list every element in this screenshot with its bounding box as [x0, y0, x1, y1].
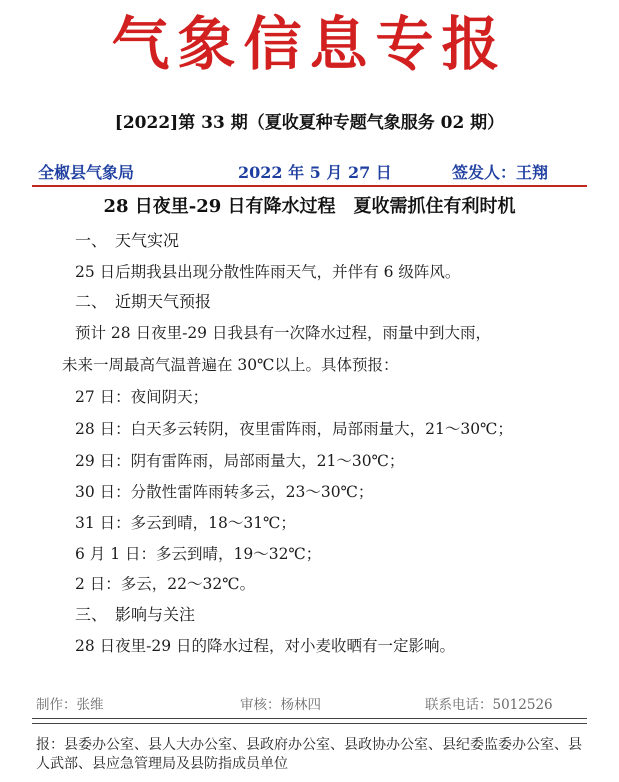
issue-date: 2022 年 5 月 27 日 [238, 163, 392, 182]
issuing-organization: 全椒县气象局 [38, 163, 135, 182]
forecast-day: 2 日：多云，22～32℃。 [75, 575, 256, 593]
section-title-forecast: 二、 近期天气预报 [75, 292, 212, 311]
author: 制作：张维 [36, 697, 104, 713]
forecast-summary-line-2: 未来一周最高气温普遍在 30℃以上。具体预报： [62, 356, 399, 374]
forecast-day: 29 日：阴有雷阵雨，局部雨量大，21～30℃； [75, 452, 405, 470]
forecast-summary-line-1: 预计 28 日夜里-29 日我县有一次降水过程，雨量中到大雨， [75, 324, 491, 342]
forecast-day: 6 月 1 日：多云到晴，19～32℃； [75, 545, 322, 563]
forecast-day: 28 日：白天多云转阴，夜里雷阵雨，局部雨量大，21～30℃； [75, 420, 513, 438]
footer-divider [32, 718, 587, 719]
contact-phone: 联系电话：5012526 [425, 697, 553, 713]
forecast-day: 30 日：分散性雷阵雨转多云，23～30℃； [75, 483, 374, 501]
reviewer: 审核：杨林四 [240, 697, 321, 713]
section-title-weather-observed: 一、 天气实况 [75, 231, 180, 250]
headline: 28 日夜里-29 日有降水过程 夏收需抓住有利时机 [103, 196, 516, 217]
section-title-impact: 三、 影响与关注 [75, 605, 196, 624]
forecast-day: 31 日：多云到晴，18～31℃； [75, 514, 296, 532]
footer-divider [32, 723, 587, 724]
signer: 签发人：王翔 [452, 163, 549, 182]
impact-text: 28 日夜里-29 日的降水过程，对小麦收晒有一定影响。 [75, 637, 456, 655]
distribution-list: 报：县委办公室、县人大办公室、县政府办公室、县政协办公室、县纪委监委办公室、县人武部、县应急管理局及县防指成员单位 [36, 737, 582, 772]
header-divider [32, 185, 587, 187]
masthead-title: 气象信息专报 [111, 10, 508, 78]
issue-number: [2022]第 33 期（夏收夏种专题气象服务 02 期） [114, 113, 505, 133]
weather-observed-text: 25 日后期我县出现分散性阵雨天气，并伴有 6 级阵风。 [75, 263, 461, 281]
forecast-day: 27 日：夜间阴天； [75, 388, 209, 406]
